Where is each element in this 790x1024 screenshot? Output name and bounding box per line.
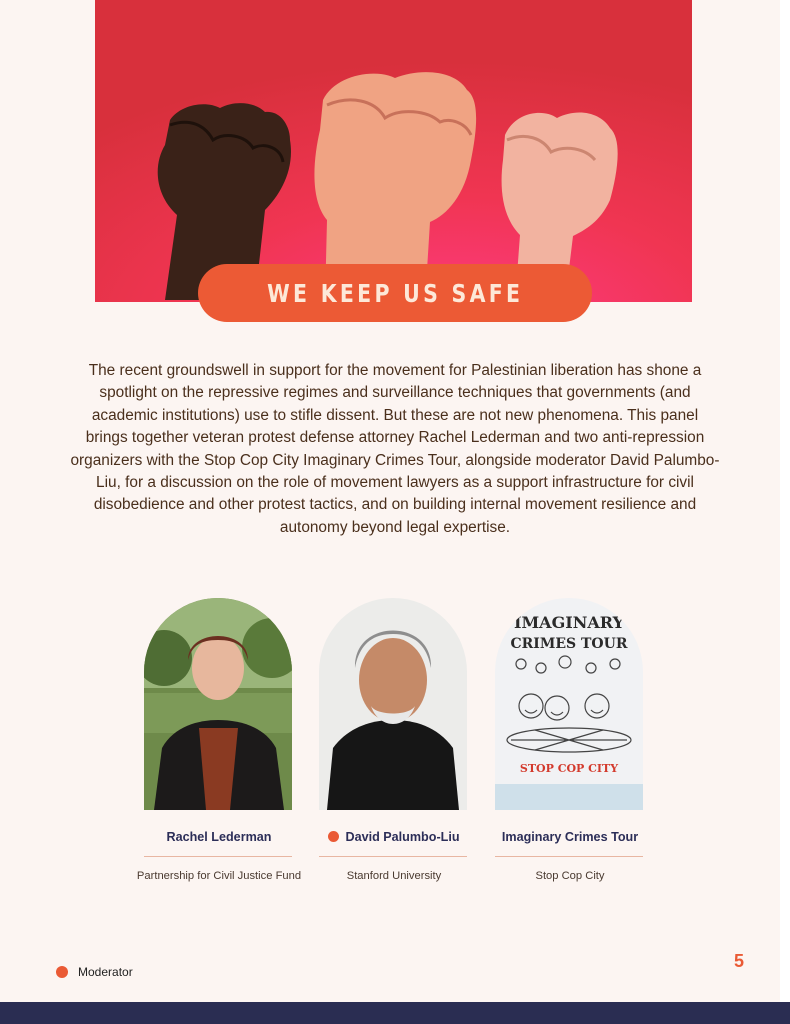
panelist-organization: Partnership for Civil Justice Fund: [136, 870, 302, 882]
raised-fists-illustration: [95, 0, 692, 302]
portrait-rachel: [144, 598, 292, 810]
divider: [144, 856, 292, 857]
portrait-david: [319, 598, 467, 810]
panelist-name: Imaginary Crimes Tour: [501, 830, 639, 844]
panelist-name: Rachel Lederman: [166, 830, 272, 844]
event-description: The recent groundswell in support for the movement for Palestinian liberation has shone a spotlight on the repressive regimes and surveillance techniques that governments (and academic institutions) use to stifle dissent. But these are not new phenomena. This panel brings together veteran protest defense attorney Rachel Lederman and two anti-repression organizers with the Stop Cop City Imaginary Crimes Tour, alongside moderator David Palumbo-Liu, for a discussion on the role of movement lawyers as a support infrastructure for civil disobedience and other protest tactics, and on building internal movement resilience and autonomy beyond legal expertise.: [70, 362, 720, 536]
divider: [495, 856, 643, 857]
hero-image: [95, 0, 692, 302]
panelist-name: David Palumbo-Liu: [299, 830, 489, 844]
footer-bar: [0, 1002, 790, 1024]
moderator-legend-dot: [56, 966, 68, 978]
poster-title-line1: IMAGINARY: [513, 613, 625, 632]
moderator-indicator-dot: [328, 831, 339, 842]
moderator-legend: [56, 965, 133, 979]
page-edge: [780, 0, 790, 1002]
panelist-card: [136, 598, 302, 882]
banner-title: WE KEEP US SAFE: [266, 278, 524, 308]
panelist-photo: [319, 598, 467, 810]
divider: [319, 856, 467, 857]
panelist-card: [495, 598, 645, 882]
poster-tagline: STOP COP CITY: [519, 762, 619, 775]
panelist-photo: [495, 598, 643, 810]
panelist-organization: Stanford University: [346, 870, 442, 882]
moderator-legend-label: Moderator: [78, 965, 133, 979]
page-number: 5: [734, 951, 745, 971]
panelist-photo: [144, 598, 292, 810]
poster-title-line2: CRIMES TOUR: [510, 636, 628, 652]
panelist-organization: Stop Cop City: [535, 870, 605, 882]
hero-banner: [198, 264, 592, 322]
imaginary-crimes-tour-poster: [495, 598, 643, 810]
panelist-card: [319, 598, 469, 882]
